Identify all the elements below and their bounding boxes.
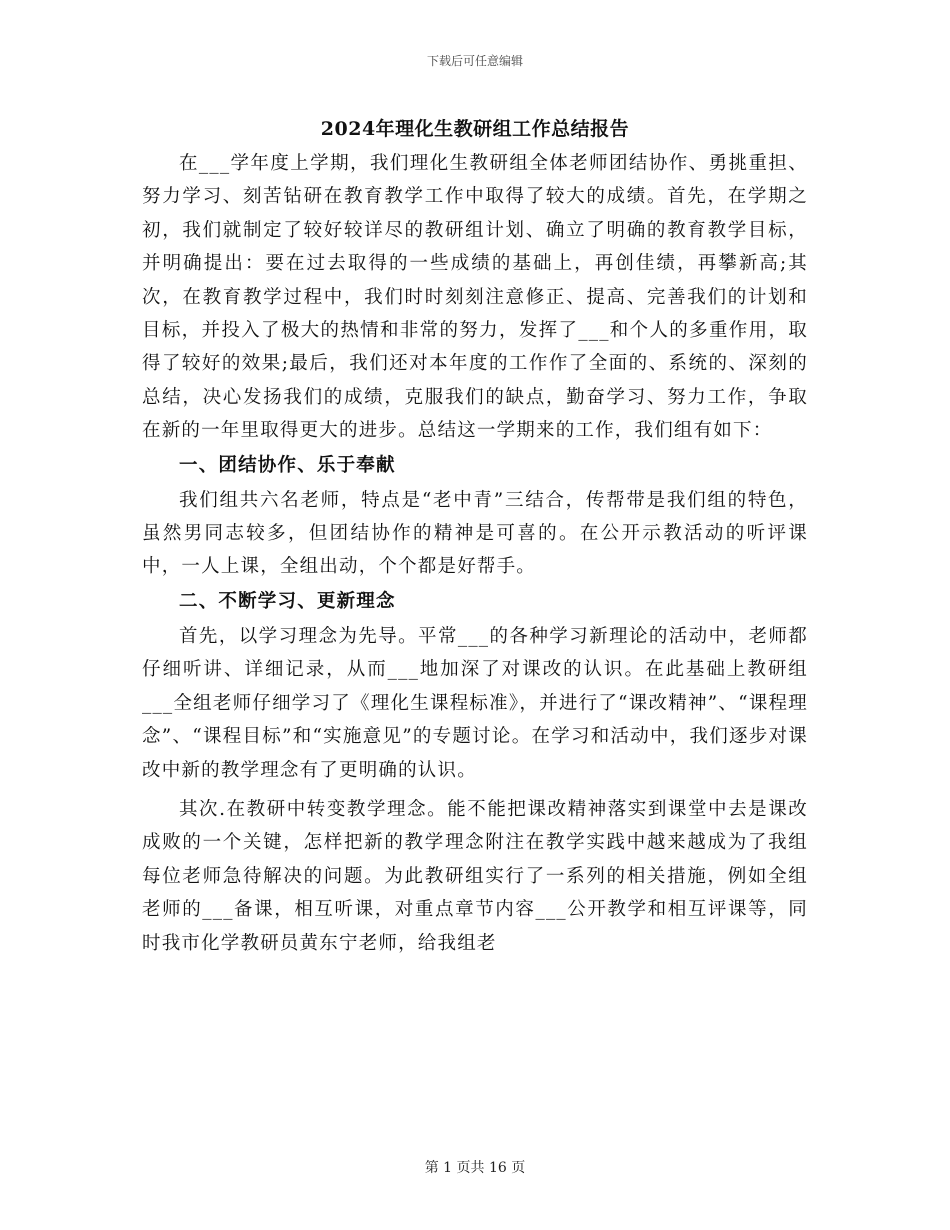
paragraph-intro: 在___学年度上学期，我们理化生教研组全体老师团结协作、勇挑重担、努力学习、刻苦钻研在教育教学工作中取得了较大的成绩。首先，在学期之初，我们就制定了较好较详尽的教研组计划、确立了明确的教育教学目标，并明确提出：要在过去取得的一些成绩的基础上，再创佳绩，再攀新高;其次，在教育教学过程中，我们时时刻刻注意修正、提高、完善我们的计划和目标，并投入了极大的热情和非常的努力，发挥了___和个人的多重作用，取得了较好的效果;最后，我们还对本年度的工作作了全面的、系统的、深刻的总结，决心发扬我们的成绩，克服我们的缺点，勤奋学习、努力工作，争取在新的一年里取得更大的进步。总结这一学期来的工作，我们组有如下：	[142, 153, 808, 442]
page-header-note: 下载后可任意编辑	[426, 54, 523, 68]
section-heading-2: 二、不断学习、更新理念	[179, 590, 396, 612]
document-body	[142, 147, 808, 960]
section-heading-1: 一、团结协作、乐于奉献	[179, 454, 396, 476]
page-number-footer: 第 1 页共 16 页	[424, 1160, 526, 1176]
paragraph-teaching-reform: 其次.在教研中转变教学理念。能不能把课改精神落实到课堂中去是课改成败的一个关键，怎样把新的教学理念附注在教学实践中越来越成为了我组每位老师急待解决的问题。为此教研组实行了一系列的相关措施，例如全组老师的___备课，相互听课，对重点章节内容___公开教学和相互评课等，同时我市化学教研员黄东宁老师，给我组老	[142, 798, 808, 954]
paragraph-learning: 首先，以学习理念为先导。平常___的各种学习新理论的活动中，老师都仔细听讲、详细记录，从而___地加深了对课改的认识。在此基础上教研组___全组老师仔细学习了《理化生课程标准》，并进行了“课改精神”、“课程理念”、“课程目标”和“实施意见”的专题讨论。在学习和活动中，我们逐步对课改中新的教学理念有了更明确的认识。	[142, 625, 808, 781]
document-title: 2024年理化生教研组工作总结报告	[320, 118, 630, 140]
paragraph-unity: 我们组共六名老师，特点是“老中青”三结合，传帮带是我们组的特色，虽然男同志较多，但团结协作的精神是可喜的。在公开示教活动的听评课中，一人上课，全组出动，个个都是好帮手。	[142, 489, 808, 578]
